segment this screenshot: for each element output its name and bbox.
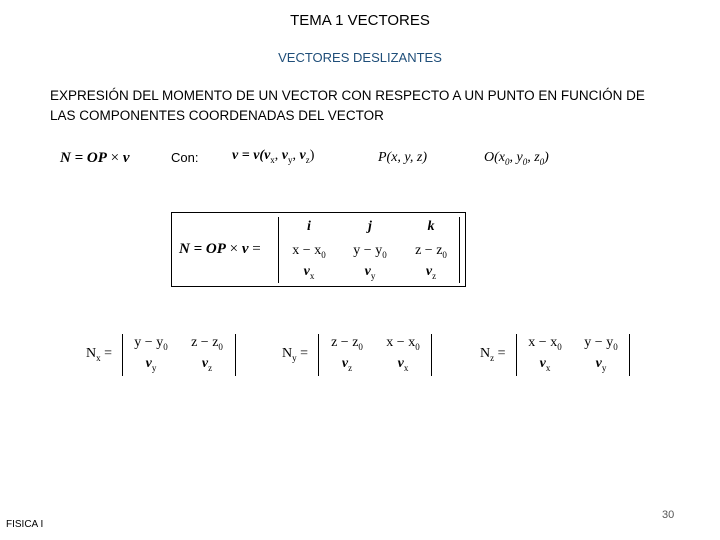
cell-y-y0: $y - y_0$: [353, 243, 387, 260]
cell-vy: $v_y$: [364, 264, 376, 281]
moment-formula: N = OP × v: [60, 150, 130, 166]
point-o-definition: $O(x_0$, $y_0$, $z_0$): [484, 150, 549, 167]
footer-course: FISICA I: [6, 519, 44, 530]
con-label: Con:: [171, 150, 199, 165]
component-nz: $N_z$ = $x - x_0$ $y - y_0$ $v_x$ $v_y$: [480, 334, 640, 378]
unit-i: i: [307, 219, 311, 234]
vector-definition: $v = v(v_x$, $v_y$, $v_z$): [232, 148, 315, 165]
page-subtitle: VECTORES DESLIZANTES: [278, 50, 442, 65]
page-title: TEMA 1 VECTORES: [290, 12, 430, 29]
determinant-lhs: N = OP × v =: [179, 241, 261, 257]
component-ny: $N_y$ = $z - z_0$ $x - x_0$ $v_z$ $v_x$: [282, 334, 442, 378]
cell-vx: $v_x$: [303, 264, 315, 281]
page-number: 30: [662, 509, 675, 521]
component-nx: $N_x$ = $y - y_0$ $z - z_0$ $v_y$ $v_z$: [86, 334, 246, 378]
section-heading: EXPRESIÓN DEL MOMENTO DE UN VECTOR CON RESPECTO A UN PUNTO EN FUNCIÓN DE LAS COMPONENTES COORDENADAS DEL VECTOR: [50, 88, 645, 123]
cell-z-z0: $z - z_0$: [415, 243, 447, 260]
cell-vz: $v_z$: [425, 264, 437, 281]
point-p-definition: P(x, y, z): [378, 150, 427, 165]
determinant-matrix: [278, 217, 460, 283]
nx-determinant: $y - y_0$ $z - z_0$ $v_y$ $v_z$: [122, 334, 236, 376]
moment-determinant-box: [171, 212, 466, 287]
unit-k: k: [427, 219, 435, 234]
unit-j: j: [368, 219, 372, 234]
cell-x-x0: $x - x_0$: [292, 243, 326, 260]
nz-determinant: $x - x_0$ $y - y_0$ $v_x$ $v_y$: [516, 334, 630, 376]
ny-determinant: $z - z_0$ $x - x_0$ $v_z$ $v_x$: [318, 334, 432, 376]
